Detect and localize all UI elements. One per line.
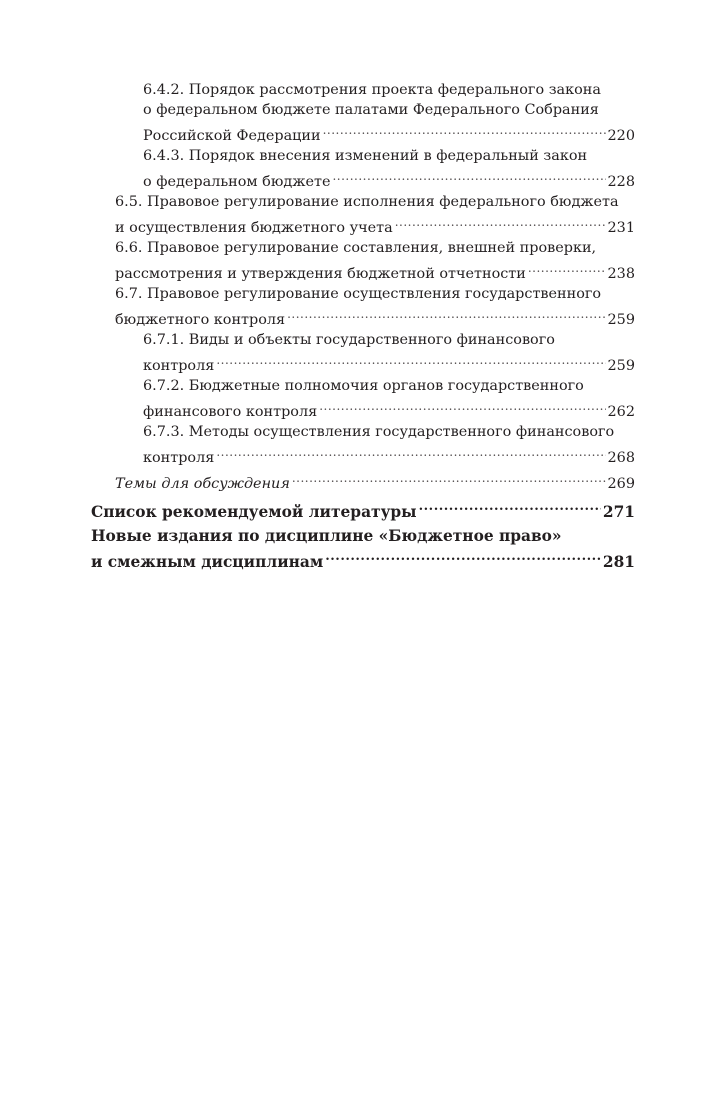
toc-entry-title-line: Новые издания по дисциплине «Бюджетное право» — [91, 527, 562, 545]
toc-entry-title-line: и осуществления бюджетного учета — [115, 220, 393, 236]
page-number: 259 — [607, 312, 635, 328]
page-number: 228 — [607, 174, 635, 190]
toc-entry-title-line: 6.7.2. Бюджетные полномочия органов государственного — [143, 378, 584, 394]
dot-leader — [216, 442, 605, 462]
page-number: 231 — [607, 220, 635, 236]
toc-entry-title-line: финансового контроля — [143, 404, 318, 420]
page-number: 271 — [602, 503, 635, 521]
toc-entry-6-7-3[interactable] — [91, 422, 635, 468]
toc-entry-6-7[interactable] — [91, 284, 635, 330]
page-number: 281 — [602, 553, 635, 571]
toc-entry-recommended-literature[interactable] — [91, 497, 635, 523]
dot-leader — [528, 258, 606, 278]
toc-entry-new-editions[interactable] — [91, 526, 635, 573]
toc-entry-title-line: 6.4.3. Порядок внесения изменений в федеральный закон — [143, 148, 588, 164]
toc-entry-title-line: Темы для обсуждения — [115, 476, 290, 492]
dot-leader — [325, 547, 601, 567]
toc-entry-title-line: о федеральном бюджете — [143, 174, 331, 190]
toc-entry-title-line: 6.6. Правовое регулирование составления, внешней проверки, — [115, 240, 597, 256]
dot-leader — [292, 468, 606, 488]
page-number: 238 — [607, 266, 635, 282]
toc-entry-6-7-1[interactable] — [91, 330, 635, 376]
page-number: 262 — [607, 404, 635, 420]
toc-entry-title-line: Список рекомендуемой литературы — [91, 503, 417, 521]
dot-leader — [332, 166, 605, 186]
toc-entry-6-4-2[interactable] — [91, 80, 635, 146]
dot-leader — [419, 497, 601, 517]
toc-entry-title-line: 6.7. Правовое регулирование осуществления государственного — [115, 286, 602, 302]
page-number: 259 — [607, 358, 635, 374]
dot-leader — [319, 396, 605, 416]
toc-entry-6-4-3[interactable] — [91, 146, 635, 192]
toc-entry-title-line: 6.5. Правовое регулирование исполнения федерального бюджета — [115, 194, 619, 210]
dot-leader — [395, 212, 606, 232]
toc-entry-title-line: 6.7.1. Виды и объекты государственного финансового — [143, 332, 555, 348]
page-number: 268 — [607, 450, 635, 466]
toc-entry-title-line: контроля — [143, 358, 215, 374]
page-number: 269 — [607, 476, 635, 492]
toc-entry-title-line: 6.4.2. Порядок рассмотрения проекта федерального закона — [143, 82, 601, 98]
toc-entry-discussion-topics[interactable] — [91, 468, 635, 494]
table-of-contents — [91, 80, 635, 573]
toc-entry-title-line: бюджетного контроля — [115, 312, 286, 328]
toc-entry-title-line: контроля — [143, 450, 215, 466]
page-number: 220 — [607, 128, 635, 144]
toc-entry-title-line: о федеральном бюджете палатами Федерального Собрания — [143, 102, 599, 118]
dot-leader — [216, 350, 605, 370]
dot-leader — [287, 304, 605, 324]
dot-leader — [323, 120, 606, 140]
toc-entry-title-line: и смежным дисциплинам — [91, 553, 324, 571]
toc-entry-6-6[interactable] — [91, 238, 635, 284]
toc-entry-title-line: 6.7.3. Методы осуществления государственного финансового — [143, 424, 615, 440]
toc-entry-title-line: рассмотрения и утверждения бюджетной отчетности — [115, 266, 526, 282]
toc-entry-6-7-2[interactable] — [91, 376, 635, 422]
toc-entry-6-5[interactable] — [91, 192, 635, 238]
toc-entry-title-line: Российской Федерации — [143, 128, 321, 144]
